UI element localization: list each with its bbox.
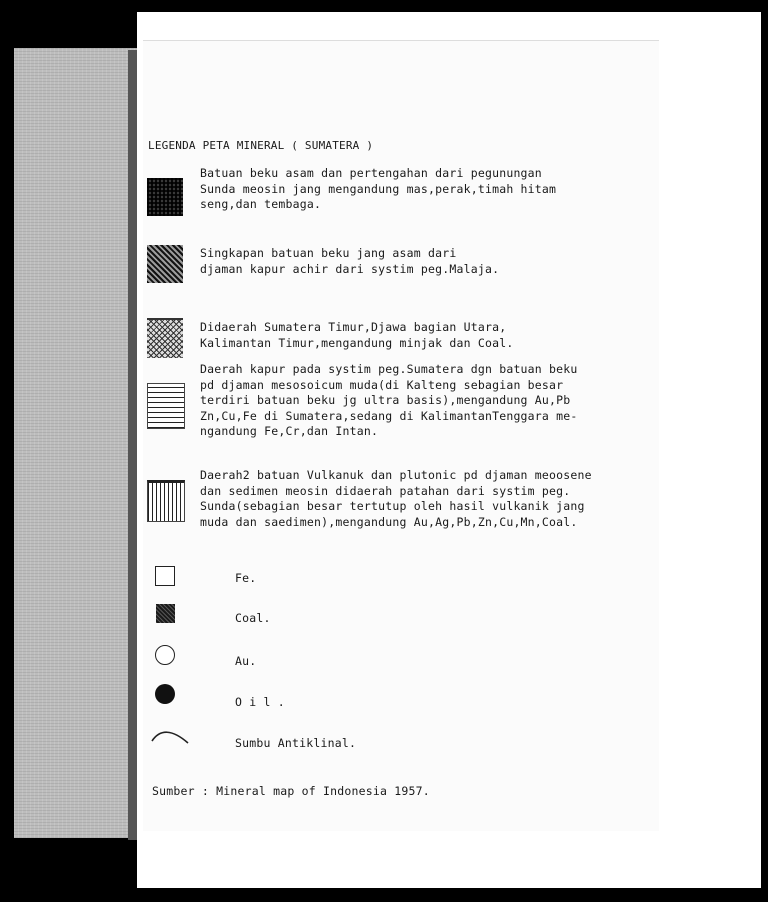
symbol-label-coal: Coal. bbox=[235, 611, 271, 625]
filled-circle-icon bbox=[155, 684, 175, 704]
source-note: Sumber : Mineral map of Indonesia 1957. bbox=[152, 784, 430, 798]
symbol-label-oil: O i l . bbox=[235, 695, 285, 709]
symbol-label-au: Au. bbox=[235, 654, 257, 668]
legend-entry-3: Didaerah Sumatera Timur,Djawa bagian Utara, Kalimantan Timur,mengandung minjak dan Coal. bbox=[200, 320, 514, 350]
wave-line-icon bbox=[150, 727, 190, 749]
symbol-label-anticline: Sumbu Antiklinal. bbox=[235, 736, 357, 750]
book-binding bbox=[14, 48, 140, 838]
limestone-hatch-icon bbox=[147, 383, 185, 429]
legend-entry-5: Daerah2 batuan Vulkanuk dan plutonic pd djaman meoosene dan sedimen meosin didaerah patahan dari systim peg. Sunda(sebagian besar tertutup oleh hasil vulkanik jang muda dan saedimen),mengandung Au,Ag,Pb,Zn,Cu,Mn,Coal. bbox=[200, 468, 592, 529]
legend-entry-2: Singkapan batuan beku jang asam dari djaman kapur achir dari systim peg.Malaja. bbox=[200, 246, 500, 276]
symbol-label-fe: Fe. bbox=[235, 571, 257, 585]
open-square-icon bbox=[155, 566, 175, 586]
open-circle-icon bbox=[155, 645, 175, 665]
legend-title: LEGENDA PETA MINERAL ( SUMATERA ) bbox=[148, 139, 374, 152]
filled-square-icon bbox=[156, 604, 175, 623]
oil-coal-hatch-icon bbox=[147, 318, 183, 358]
legend-entry-4: Daerah kapur pada systim peg.Sumatera dgn batuan beku pd djaman mesosoicum muda(di Kalteng sebagian besar terdiri batuan beku jg ultra basis),mengandung Au,Pb Zn,Cu,Fe di Sumatera,sedang di KalimantanTenggara me- ngandung Fe,Cr,dan Intan. bbox=[200, 362, 578, 438]
volcanic-hatch-icon bbox=[147, 480, 185, 522]
igneous-hatch-icon bbox=[147, 178, 183, 216]
legend-entry-1: Batuan beku asam dan pertengahan dari pegunungan Sunda meosin jang mengandung mas,perak,timah hitam seng,dan tembaga. bbox=[200, 166, 557, 211]
outcrop-hatch-icon bbox=[147, 245, 183, 283]
